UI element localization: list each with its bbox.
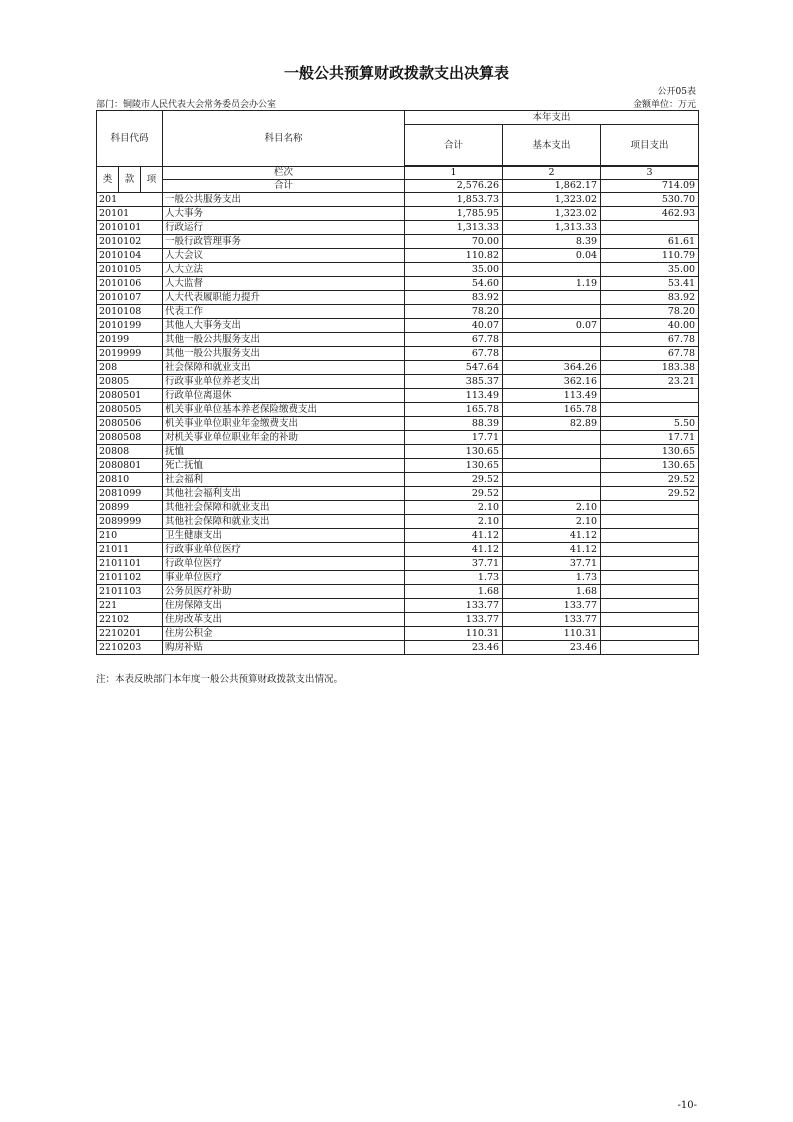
header-basic: 基本支出 (503, 125, 601, 166)
row-project: 23.21 (601, 375, 699, 389)
row-name: 行政单位医疗 (163, 557, 405, 571)
row-name: 事业单位医疗 (163, 571, 405, 585)
row-total: 130.65 (405, 459, 503, 473)
row-code: 208 (97, 361, 163, 375)
row-code: 2089999 (97, 515, 163, 529)
form-number: 公开05表 (657, 87, 696, 97)
table-row (97, 347, 699, 361)
row-name: 卫生健康支出 (163, 529, 405, 543)
row-code: 2010106 (97, 277, 163, 291)
row-name: 机关事业单位基本养老保险缴费支出 (163, 403, 405, 417)
row-basic (503, 305, 601, 319)
row-project: 130.65 (601, 459, 699, 473)
table-note: 注：本表反映部门本年度一般公共预算财政拨款支出情况。 (96, 674, 344, 685)
sum-basic: 1,862.17 (503, 180, 601, 193)
row-total: 1.68 (405, 585, 503, 599)
row-total: 385.37 (405, 375, 503, 389)
table-row (97, 277, 699, 291)
row-name: 其他社会福利支出 (163, 487, 405, 501)
row-total: 41.12 (405, 529, 503, 543)
header-code: 科目代码 (97, 111, 163, 167)
row-project (601, 221, 699, 235)
row-total: 67.78 (405, 333, 503, 347)
row-project: 40.00 (601, 319, 699, 333)
row-project (601, 501, 699, 515)
row-code: 2010105 (97, 263, 163, 277)
row-name: 社会福利 (163, 473, 405, 487)
department-label: 部门：铜陵市人民代表大会常务委员会办公室 (96, 100, 277, 110)
row-code: 210 (97, 529, 163, 543)
row-code: 2010101 (97, 221, 163, 235)
table-row (97, 459, 699, 473)
table-row (97, 613, 699, 627)
row-basic: 1.19 (503, 277, 601, 291)
row-code: 2019999 (97, 347, 163, 361)
row-basic: 364.26 (503, 361, 601, 375)
header-current-year: 本年支出 (405, 111, 699, 125)
row-name: 其他一般公共服务支出 (163, 333, 405, 347)
row-name: 购房补贴 (163, 641, 405, 655)
page-number: -10- (677, 1100, 697, 1111)
row-project: 61.61 (601, 235, 699, 249)
row-code: 20810 (97, 473, 163, 487)
row-project (601, 571, 699, 585)
row-project (601, 599, 699, 613)
row-total: 130.65 (405, 445, 503, 459)
header-name: 科目名称 (163, 111, 405, 167)
row-basic (503, 459, 601, 473)
row-name: 抚恤 (163, 445, 405, 459)
header-lei: 类 (97, 167, 119, 193)
row-basic: 110.31 (503, 627, 601, 641)
row-code: 2010108 (97, 305, 163, 319)
row-code: 2010102 (97, 235, 163, 249)
row-basic (503, 473, 601, 487)
row-project (601, 627, 699, 641)
header-col2: 2 (503, 167, 601, 180)
header-col1: 1 (405, 167, 503, 180)
row-code: 2080505 (97, 403, 163, 417)
row-total: 110.82 (405, 249, 503, 263)
row-name: 行政事业单位医疗 (163, 543, 405, 557)
row-total: 1,313.33 (405, 221, 503, 235)
header-col3: 3 (601, 167, 699, 180)
table-row (97, 375, 699, 389)
table-row (97, 263, 699, 277)
row-total: 133.77 (405, 599, 503, 613)
row-basic: 2.10 (503, 515, 601, 529)
row-project: 53.41 (601, 277, 699, 291)
page-title: 一般公共预算财政拨款支出决算表 (283, 64, 509, 82)
row-project (601, 613, 699, 627)
row-basic: 41.12 (503, 543, 601, 557)
row-project (601, 585, 699, 599)
table-row (97, 235, 699, 249)
header-kuan: 款 (119, 167, 141, 193)
row-name: 机关事业单位职业年金缴费支出 (163, 417, 405, 431)
header-xiang: 项 (141, 167, 163, 193)
row-name: 其他一般公共服务支出 (163, 347, 405, 361)
row-basic: 1,323.02 (503, 193, 601, 207)
table-row (97, 501, 699, 515)
row-code: 201 (97, 193, 163, 207)
row-code: 2010107 (97, 291, 163, 305)
row-basic: 133.77 (503, 613, 601, 627)
row-code: 20808 (97, 445, 163, 459)
row-basic: 37.71 (503, 557, 601, 571)
header-column-no: 栏次 (163, 167, 405, 180)
table-row (97, 319, 699, 333)
row-code: 2101103 (97, 585, 163, 599)
row-total: 83.92 (405, 291, 503, 305)
row-code: 2081099 (97, 487, 163, 501)
row-code: 20101 (97, 207, 163, 221)
row-project: 78.20 (601, 305, 699, 319)
table-row (97, 473, 699, 487)
table-row (97, 291, 699, 305)
row-basic: 2.10 (503, 501, 601, 515)
row-basic (503, 291, 601, 305)
header-total: 合计 (405, 125, 503, 166)
row-basic (503, 263, 601, 277)
row-code: 221 (97, 599, 163, 613)
row-name: 社会保障和就业支出 (163, 361, 405, 375)
row-basic: 133.77 (503, 599, 601, 613)
row-basic: 1,313.33 (503, 221, 601, 235)
row-project (601, 389, 699, 403)
row-project (601, 641, 699, 655)
row-project: 530.70 (601, 193, 699, 207)
sum-total: 2,576.26 (405, 180, 503, 193)
table-row (97, 207, 699, 221)
row-total: 88.39 (405, 417, 503, 431)
row-total: 1,785.95 (405, 207, 503, 221)
table-row (97, 417, 699, 431)
row-basic (503, 487, 601, 501)
row-basic: 82.89 (503, 417, 601, 431)
table-row (97, 543, 699, 557)
table-row (97, 193, 699, 207)
row-code: 2080801 (97, 459, 163, 473)
row-name: 对机关事业单位职业年金的补助 (163, 431, 405, 445)
sum-label: 合计 (163, 180, 405, 193)
table-row (97, 627, 699, 641)
row-total: 37.71 (405, 557, 503, 571)
row-basic: 165.78 (503, 403, 601, 417)
row-total: 40.07 (405, 319, 503, 333)
row-name: 死亡抚恤 (163, 459, 405, 473)
table-row (97, 305, 699, 319)
row-code: 2080506 (97, 417, 163, 431)
row-project: 67.78 (601, 347, 699, 361)
row-name: 代表工作 (163, 305, 405, 319)
row-code: 2080501 (97, 389, 163, 403)
row-code: 2080508 (97, 431, 163, 445)
row-project: 110.79 (601, 249, 699, 263)
row-project (601, 543, 699, 557)
row-total: 70.00 (405, 235, 503, 249)
row-total: 113.49 (405, 389, 503, 403)
row-basic: 0.07 (503, 319, 601, 333)
row-project (601, 515, 699, 529)
table-row (97, 249, 699, 263)
table-row (97, 361, 699, 375)
row-total: 29.52 (405, 473, 503, 487)
row-project: 5.50 (601, 417, 699, 431)
row-code: 20805 (97, 375, 163, 389)
row-code: 2010104 (97, 249, 163, 263)
row-code: 2010199 (97, 319, 163, 333)
expenditure-table (96, 110, 699, 655)
row-basic: 1.68 (503, 585, 601, 599)
row-total: 54.60 (405, 277, 503, 291)
row-project: 462.93 (601, 207, 699, 221)
row-project: 17.71 (601, 431, 699, 445)
row-name: 公务员医疗补助 (163, 585, 405, 599)
table-row (97, 389, 699, 403)
table-row (97, 641, 699, 655)
row-basic: 1.73 (503, 571, 601, 585)
row-total: 547.64 (405, 361, 503, 375)
amount-unit-label: 金额单位：万元 (632, 100, 696, 110)
table-row (97, 529, 699, 543)
row-name: 其他社会保障和就业支出 (163, 501, 405, 515)
row-project: 130.65 (601, 445, 699, 459)
table-row (97, 403, 699, 417)
table-row (97, 585, 699, 599)
table-row (97, 557, 699, 571)
row-project (601, 557, 699, 571)
row-name: 人大立法 (163, 263, 405, 277)
row-name: 一般公共服务支出 (163, 193, 405, 207)
row-basic (503, 333, 601, 347)
row-name: 人大事务 (163, 207, 405, 221)
table-row (97, 333, 699, 347)
row-total: 165.78 (405, 403, 503, 417)
row-total: 41.12 (405, 543, 503, 557)
row-project: 67.78 (601, 333, 699, 347)
row-code: 21011 (97, 543, 163, 557)
row-basic: 41.12 (503, 529, 601, 543)
row-total: 29.52 (405, 487, 503, 501)
table-row (97, 221, 699, 235)
table-row (97, 445, 699, 459)
row-total: 133.77 (405, 613, 503, 627)
row-project: 29.52 (601, 487, 699, 501)
row-total: 67.78 (405, 347, 503, 361)
row-total: 35.00 (405, 263, 503, 277)
sum-project: 714.09 (601, 180, 699, 193)
row-name: 行政运行 (163, 221, 405, 235)
row-basic: 23.46 (503, 641, 601, 655)
row-name: 其他人大事务支出 (163, 319, 405, 333)
row-name: 其他社会保障和就业支出 (163, 515, 405, 529)
row-total: 2.10 (405, 515, 503, 529)
table-row (97, 599, 699, 613)
table-row (97, 571, 699, 585)
row-project: 83.92 (601, 291, 699, 305)
row-basic: 0.04 (503, 249, 601, 263)
table-row (97, 487, 699, 501)
row-project (601, 529, 699, 543)
table-row (97, 515, 699, 529)
row-project: 183.38 (601, 361, 699, 375)
row-total: 23.46 (405, 641, 503, 655)
row-code: 2210201 (97, 627, 163, 641)
row-code: 2101101 (97, 557, 163, 571)
row-name: 住房公积金 (163, 627, 405, 641)
row-total: 78.20 (405, 305, 503, 319)
header-project: 项目支出 (601, 125, 699, 166)
row-basic: 1,323.02 (503, 207, 601, 221)
row-name: 行政单位离退休 (163, 389, 405, 403)
table-row (97, 431, 699, 445)
row-project: 35.00 (601, 263, 699, 277)
row-total: 2.10 (405, 501, 503, 515)
row-project (601, 403, 699, 417)
row-name: 住房保障支出 (163, 599, 405, 613)
row-code: 20899 (97, 501, 163, 515)
row-project: 29.52 (601, 473, 699, 487)
row-total: 17.71 (405, 431, 503, 445)
row-basic: 113.49 (503, 389, 601, 403)
row-total: 1,853.73 (405, 193, 503, 207)
row-total: 1.73 (405, 571, 503, 585)
row-code: 20199 (97, 333, 163, 347)
row-total: 110.31 (405, 627, 503, 641)
row-name: 行政事业单位养老支出 (163, 375, 405, 389)
row-name: 人大监督 (163, 277, 405, 291)
row-code: 22102 (97, 613, 163, 627)
row-basic: 8.39 (503, 235, 601, 249)
row-code: 2210203 (97, 641, 163, 655)
row-basic: 362.16 (503, 375, 601, 389)
row-basic (503, 445, 601, 459)
row-name: 人大代表履职能力提升 (163, 291, 405, 305)
row-basic (503, 347, 601, 361)
row-basic (503, 431, 601, 445)
row-name: 人大会议 (163, 249, 405, 263)
row-name: 住房改革支出 (163, 613, 405, 627)
row-code: 2101102 (97, 571, 163, 585)
row-name: 一般行政管理事务 (163, 235, 405, 249)
